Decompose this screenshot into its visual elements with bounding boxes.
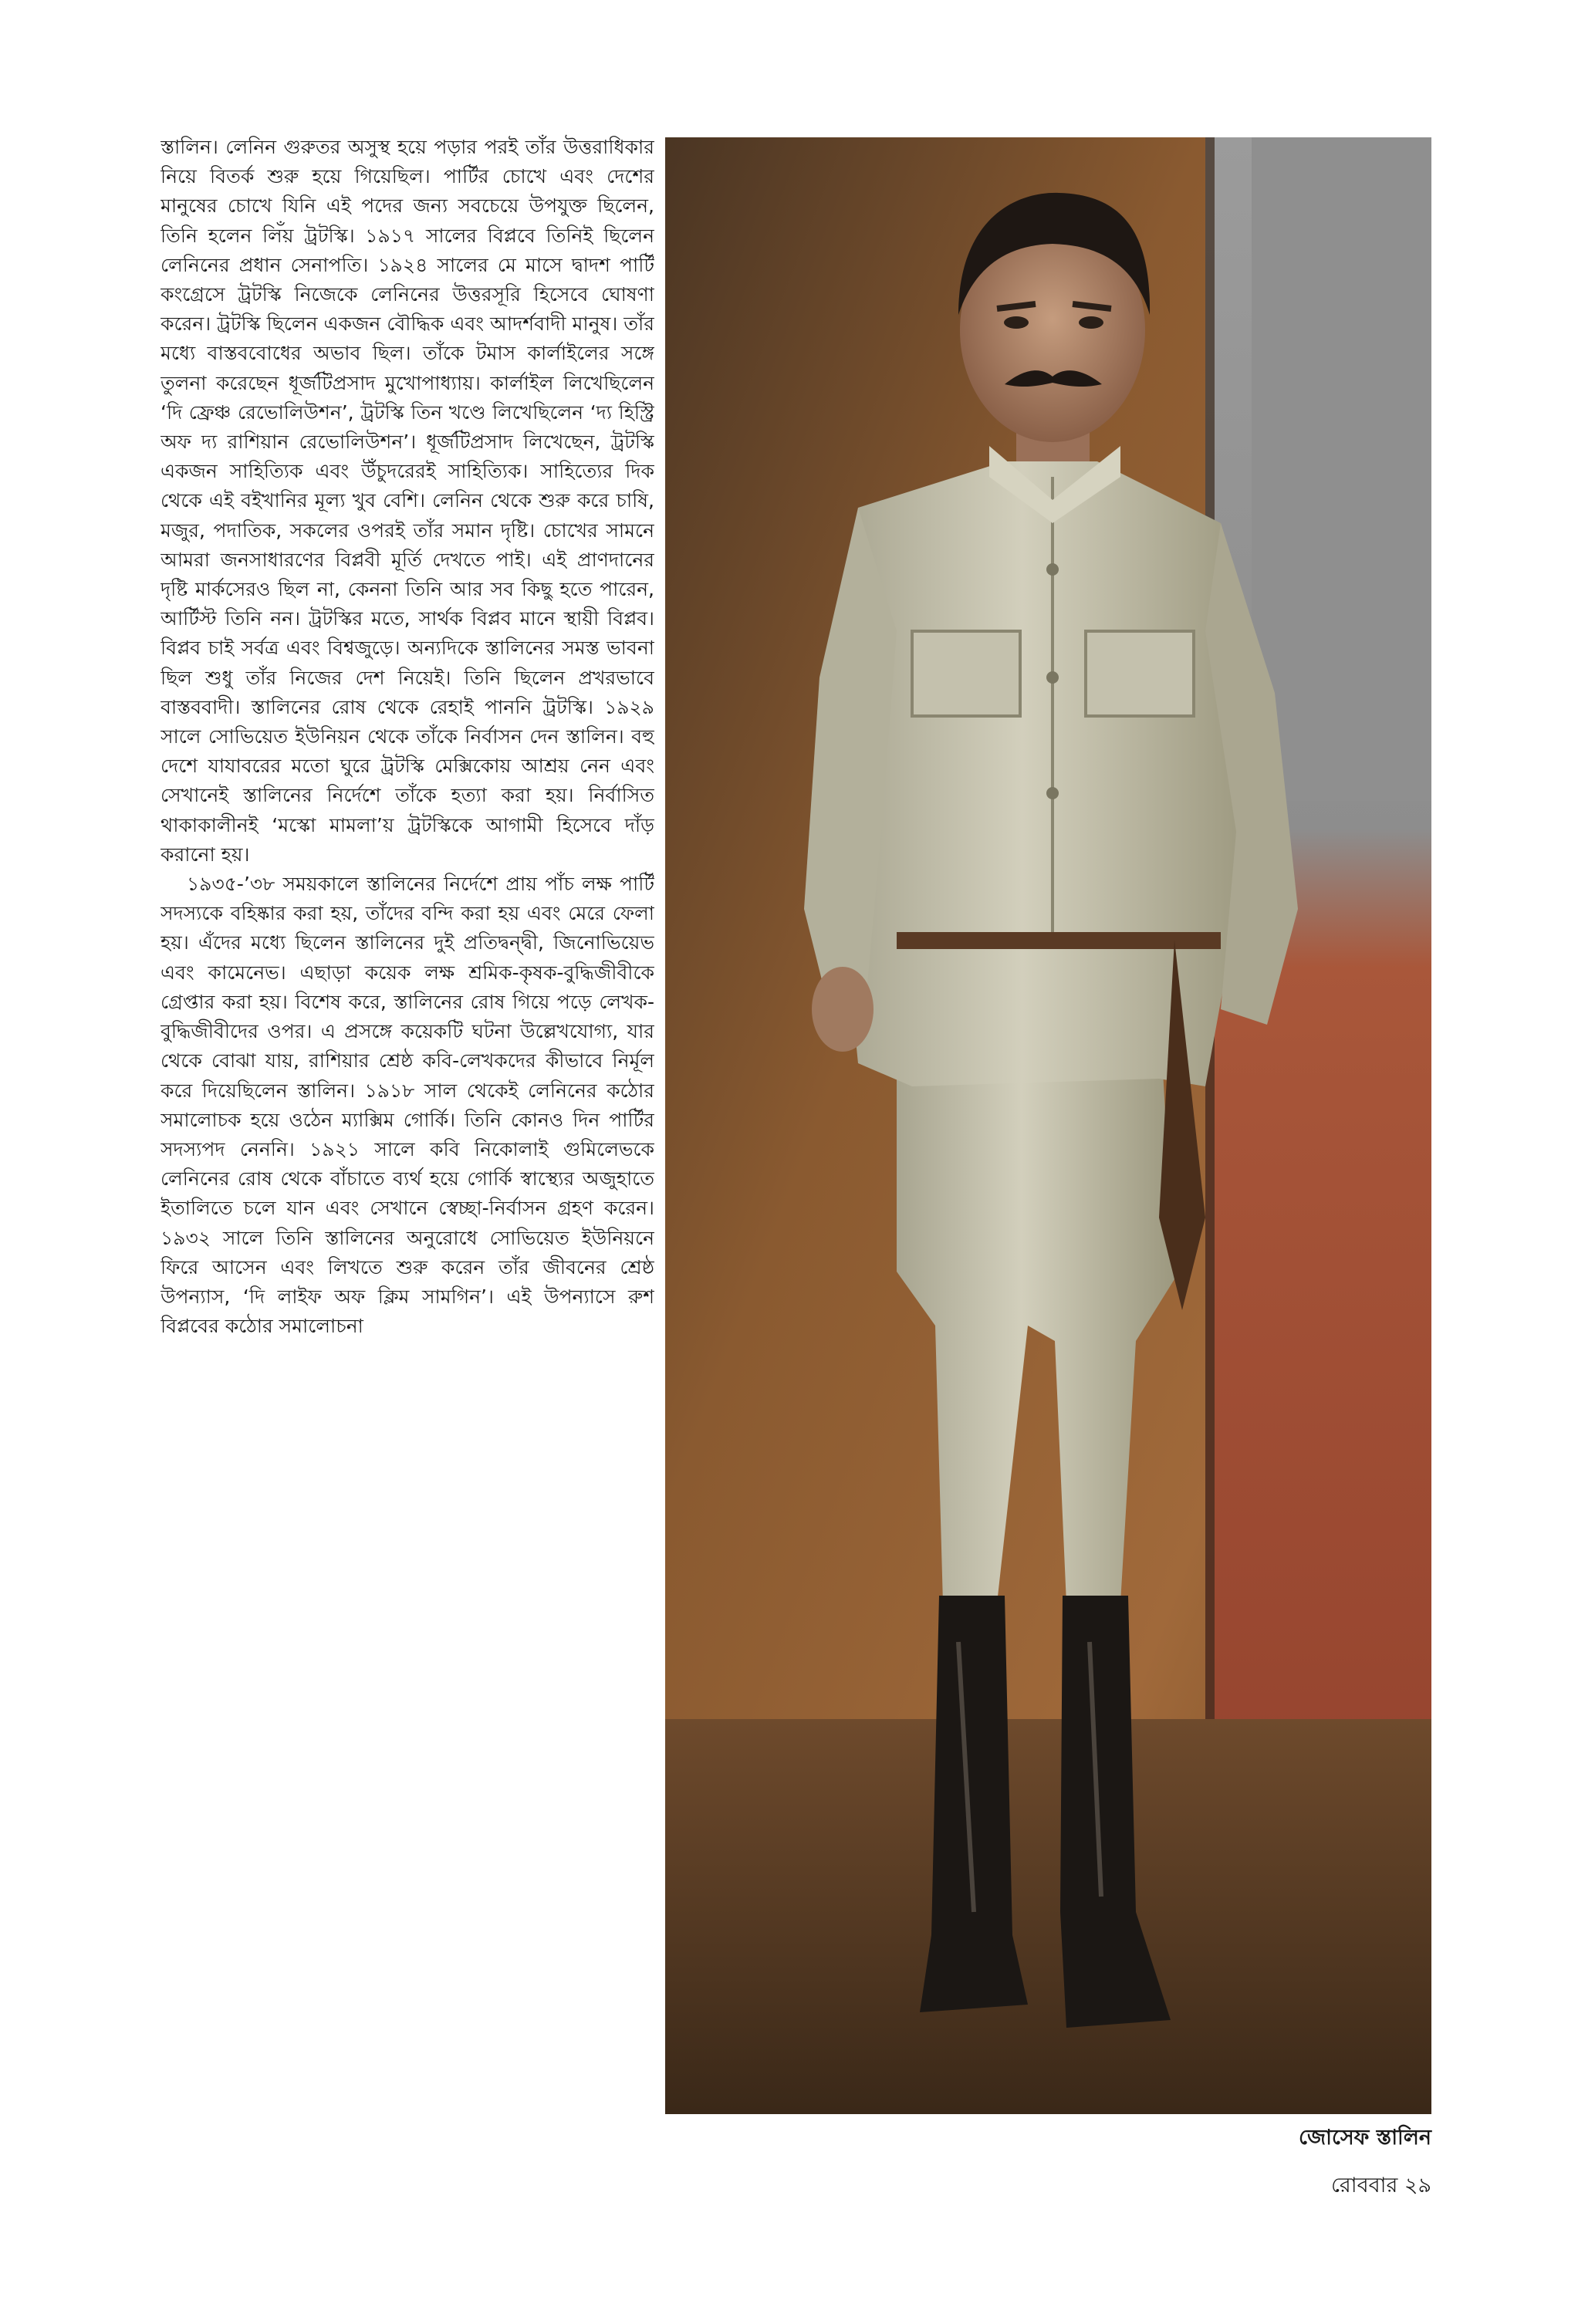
article-paragraph-2: ১৯৩৫-’৩৮ সময়কালে স্তালিনের নির্দেশে প্রায় পাঁচ লক্ষ পার্টি সদস্যকে বহিষ্কার করা হয়, তাঁদের বন্দি করা হয় এবং মেরে ফেলা হয়। এঁদের মধ্যে ছিলেন স্তালিনের দুই প্রতিদ্বন্দ্বী, জিনোভিয়েভ এবং কামেনেভ। এছাড়া কয়েক লক্ষ শ্রমিক-কৃষক-বুদ্ধিজীবীকে গ্রেপ্তার করা হয়। বিশেষ করে, স্তালিনের রোষ গিয়ে পড়ে লেখক-বুদ্ধিজীবীদের ওপর। এ প্রসঙ্গে কয়েকটি ঘটনা উল্লেখযোগ্য, যার থেকে বোঝা যায়, রাশিয়ার শ্রেষ্ঠ কবি-লেখকদের কীভাবে নির্মূল করে দিয়েছিলেন স্তালিন। ১৯১৮ সাল থেকেই লেনিনের কঠোর সমালোচক হয়ে ওঠেন ম্যাক্সিম গোর্কি। তিনি কোনও দিন পার্টির সদস্যপদ নেননি। ১৯২১ সালে কবি নিকোলাই গুমিলেভকে লেনিনের রোষ থেকে বাঁচাতে ব্যর্থ হয়ে গোর্কি স্বাস্থ্যের অজুহাতে ইতালিতে চলে যান এবং সেখানে স্বেচ্ছা-নির্বাসন গ্রহণ করেন। ১৯৩২ সালে তিনি স্তালিনের অনুরোধে সোভিয়েত ইউনিয়নে ফিরে আসেন এবং লিখতে শুরু করেন তাঁর জীবনের শ্রেষ্ঠ উপন্যাস, ‘দি লাইফ অফ ক্লিম সামগিন’। এই উপন্যাসে রুশ বিপ্লবের কঠোর সমালোচনা [161, 873, 654, 1338]
page-folio: রোববার ২৯ [1330, 2174, 1431, 2197]
portrait-photo [665, 137, 1431, 2114]
article-text-column [161, 133, 654, 2262]
portrait-illustration [665, 137, 1431, 2114]
photo-caption: জোসেফ স্তালিন [1299, 2126, 1431, 2150]
article-paragraph-1: স্তালিন। লেনিন গুরুতর অসুস্থ হয়ে পড়ার পরই তাঁর উত্তরাধিকার নিয়ে বিতর্ক শুরু হয়ে গিয়েছিল। পার্টির চোখে এবং দেশের মানুষের চোখে যিনি এই পদের জন্য সবচেয়ে উপযুক্ত ছিলেন, তিনি হলেন লিঁয় ট্রটস্কি। ১৯১৭ সালের বিপ্লবে তিনিই ছিলেন লেনিনের প্রধান সেনাপতি। ১৯২৪ সালের মে মাসে দ্বাদশ পার্টি কংগ্রেসে ট্রটস্কি নিজেকে লেনিনের উত্তরসূরি হিসেবে ঘোষণা করেন। ট্রটস্কি ছিলেন একজন বৌদ্ধিক এবং আদর্শবাদী মানুষ। তাঁর মধ্যে বাস্তববোধের অভাব ছিল। তাঁকে টমাস কার্লাইলের সঙ্গে তুলনা করেছেন ধূর্জটিপ্রসাদ মুখোপাধ্যায়। কার্লাইল লিখেছিলেন ‘দি ফ্রেঞ্চ রেভোলিউশন’, ট্রটস্কি তিন খণ্ডে লিখেছিলেন ‘দ্য হিস্ট্রি অফ দ্য রাশিয়ান রেভোলিউশন’। ধূর্জটিপ্রসাদ লিখেছেন, ট্রটস্কি একজন সাহিত্যিক এবং উঁচুদরেরই সাহিত্যিক। সাহিত্যের দিক থেকে এই বইখানির মূল্য খুব বেশি। লেনিন থেকে শুরু করে চাষি, মজুর, পদাতিক, সকলের ওপরই তাঁর সমান দৃষ্টি। চোখের সামনে আমরা জনসাধারণের বিপ্লবী মূর্তি দেখতে পাই। এই প্রাণদানের দৃষ্টি মার্কসেরও ছিল না, কেননা তিনি আর সব কিছু হতে পারেন, আর্টিস্ট তিনি নন। ট্রটস্কির মতে, সার্থক বিপ্লব মানে স্থায়ী বিপ্লব। বিপ্লব চাই সর্বত্র এবং বিশ্বজুড়ে। অন্যদিকে স্তালিনের সমস্ত ভাবনা ছিল শুধু তাঁর নিজের দেশ নিয়েই। তিনি ছিলেন প্রখরভাবে বাস্তববাদী। স্তালিনের রোষ থেকে রেহাই পাননি ট্রটস্কি। ১৯২৯ সালে সোভিয়েত ইউনিয়ন থেকে তাঁকে নির্বাসন দেন স্তালিন। বহু দেশে যাযাবরের মতো ঘুরে ট্রটস্কি মেক্সিকোয় আশ্রয় নেন এবং সেখানেই স্তালিনের নির্দেশে তাঁকে হত্যা করা হয়। নির্বাসিত থাকাকালীনই ‘মস্কো মামলা’য় ট্রটস্কিকে আগামী হিসেবে দাঁড় করানো হয়। [161, 136, 654, 866]
